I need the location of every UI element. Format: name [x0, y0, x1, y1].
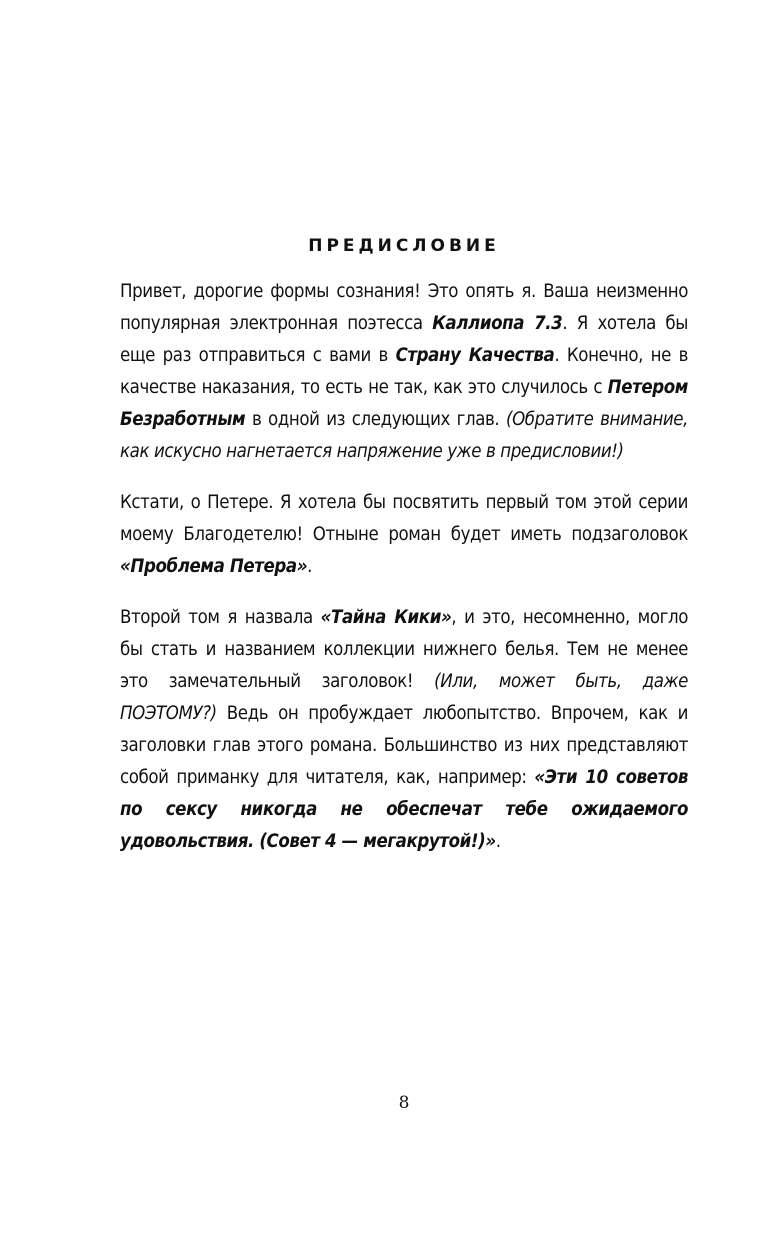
text-span: . [307, 556, 313, 577]
emphasis-span: Страну Качества [395, 345, 555, 366]
paragraph-1 [120, 276, 688, 468]
emphasis-span: Петером Безработным [120, 377, 688, 430]
emphasis-span: Каллиопа 7.3 [432, 313, 563, 334]
text-span: Привет, дорогие формы сознания! Это опять я. Ваша неизменно популярная электронная поэтесса [120, 281, 688, 334]
paragraph-2 [120, 487, 688, 583]
text-span: . Я хотела бы еще раз отправиться с вами в [120, 313, 688, 366]
chapter-body [120, 276, 688, 877]
text-span: в одной из следующих глав. [245, 409, 506, 430]
italic-span: (Обратите внимание, как искусно нагнетается напряжение уже в предисловии!) [120, 409, 688, 462]
emphasis-span: «Проблема Петера» [120, 556, 308, 577]
paragraph-3 [120, 602, 688, 858]
text-span: Кстати, о Петере. Я хотела бы посвятить первый том этой серии моему Благодетелю! Отныне роман будет иметь подзаголовок [120, 492, 688, 545]
text-span: . Конечно, не в качестве наказания, то есть не так, как это случилось с [120, 345, 689, 398]
chapter-heading: ПРЕДИСЛОВИЕ [308, 236, 500, 256]
text-span: Второй том я назвала [120, 607, 321, 628]
text-span: , и это, несомненно, могло бы стать и названием коллекции нижнего белья. Тем не менее это замечательный заголовок! [120, 607, 688, 692]
emphasis-span: «Тайна Кики» [320, 607, 452, 628]
text-span: Ведь он пробуждает любопытство. Впрочем, как и заголовки глав этого романа. Большинство из них представляют собой приманку для читателя, как, например: [120, 703, 688, 788]
emphasis-span: «Эти 10 советов по сексу никогда не обеспечат тебе ожидаемого удовольствия. (Совет 4 — мегакрутой!)» [120, 767, 688, 852]
text-span: . [495, 831, 501, 852]
italic-span: (Или, может быть, даже ПОЭТОМУ?) [120, 671, 688, 724]
page-number: 8 [398, 1093, 410, 1113]
